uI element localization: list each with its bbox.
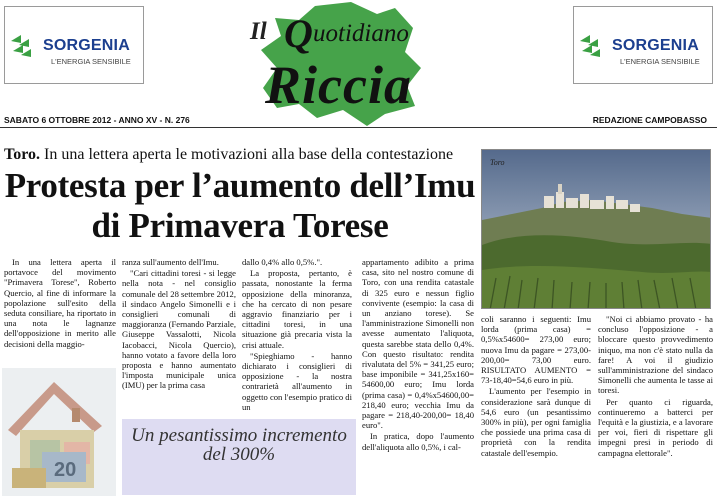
sorgenia-logo-icon [11,31,39,59]
town-photo-image [482,150,711,309]
ad-banner-left[interactable] [4,6,144,84]
date-bar [0,114,717,128]
article-kicker [4,146,453,164]
kicker-place: Toro. [4,146,41,163]
ad-slogan: L'ENERGIA SENSIBILE [620,57,700,66]
town-photo [481,149,711,309]
article-paragraph: appartamento adibito a prima casa, sito nel nostro comune di Toro, con una rendita catastale di 325 euro e nessun figlio convivente (esempio: la casa di un anziano torese). Se l'amministrazione Simonelli non avesse aumentato l'aliquota, questa sarebbe stata dello 0,4%. Con questo risultato: rendita rivalutata del 5% = 341,25 euro; base imponibile = 341,25x160= 54600,00 euro; Imu lorda (prima casa) = 0,4%x54600,00= 218,40 euro; vecchia Imu da pagare = 218,40-200,00= 18,40 euro". [362,257,474,431]
article-paragraph: dallo 0,4% allo 0,5%.". [242,257,323,267]
kicker-text: In una lettera aperta le motivazioni alla base della contestazione [44,146,454,163]
ad-slogan: L'ENERGIA SENSIBILE [51,57,131,66]
article-paragraph: In pratica, dopo l'aumento dell'aliquota allo 0,5%, i cal- [362,431,474,452]
article-column-1 [4,257,116,350]
article-paragraph: ranza sull'aumento dell'Imu. [122,257,219,267]
article-paragraph: coli saranno i seguenti: Imu lorda (prima casa) = 0,5%x54600= 273,00 euro; nuova Imu da pagare = 273,00-200,00= 73,00 euro. RISULTATO AUMENTO = 73-18,40=54,6 euro in più. [481,314,591,386]
article-column-3 [242,257,352,413]
ad-brand-name: SORGENIA [43,37,130,54]
masthead-il: Il [250,18,267,45]
article-column-4 [362,257,474,453]
banknote-value-text: 20 [54,459,77,481]
masthead-q: Q [284,11,313,56]
ad-brand-name: SORGENIA [612,37,699,54]
article-column-5 [481,314,591,459]
issue-date: SABATO 6 OTTOBRE 2012 - ANNO XV - N. 276 [4,115,190,125]
money-house-icon [2,368,116,496]
pull-quote-box [122,419,356,495]
editorial-office: REDAZIONE CAMPOBASSO [592,115,707,125]
headline-line-1: Protesta per l’aumento dell’Imu [4,166,476,205]
article-paragraph: La proposta, pertanto, è passata, nonostante la ferma opposizione della minoranza, che ha cercato di non pesare aggravio finanziario per i cittadini toresi, in una situazione già precaria vista la crisi attuale. [242,268,352,350]
article-paragraph: "Noi ci abbiamo provato - ha concluso l'opposizione - a bloccare questo provvedimento iniquo, ma non c'è stato nulla da fare! A voi il giudizio sull'amministrazione del sindaco Simonelli che aumenta le tasse ai toresi. [598,314,713,396]
article-paragraph: "Spieghiamo - hanno dichiarato i consiglieri di opposizione - la nostra contrarietà all'aumento in oggetto con l'esempio pratico di un [242,350,352,412]
pull-quote-text: Un pesantissimo incremento del 300% [131,425,347,465]
article-headline [0,166,480,246]
article-paragraph: "Cari cittadini toresi - si legge nella nota - nel consiglio comunale del 28 settembre 2012, il sindaco Angelo Simonelli e i consiglieri comunali di maggioranza (Fernando Parziale, Giuseppe Vassalotti, Nicola Iacobacci, Nicola Quercio), hanno votato a favore della loro proposta e hanno aumentato l'imposta municipale unica (IMU) per la prima casa [122,268,236,391]
masthead [200,0,500,120]
article-column-2 [122,257,236,392]
money-house-image [2,368,116,496]
masthead-riccia: Riccia [265,55,412,115]
masthead-quotidiano: uotidiano [313,20,409,47]
sorgenia-logo-icon [580,31,608,59]
article-paragraph: L'aumento per l'esempio in considerazione sarà dunque di 54,6 euro (un pesantissimo 300% in più), per ogni famiglia che possiede una prima casa di proprietà con la rendita catastale dell'esempio. [481,386,591,458]
photo-caption: Toro [490,158,505,167]
headline-line-2: di Primavera Torese [91,206,389,245]
ad-banner-right[interactable] [573,6,713,84]
article-paragraph: Per quanto ci riguarda, continueremo a batterci per l'equità e la giustizia, e a lavorare per voi, fieri di rispettare gli impegni presi in periodo di campagna elettorale". [598,396,713,458]
article-paragraph: In una lettera aperta il portavoce del movimento "Primavera Torese", Roberto Quercio, al fine di informare la popolazione sull'esito della seduta consiliare, ha riportato in una nota le lagnanze dell'opposizione in merito alle decisioni della maggio- [4,257,116,349]
article-column-6 [598,314,713,459]
